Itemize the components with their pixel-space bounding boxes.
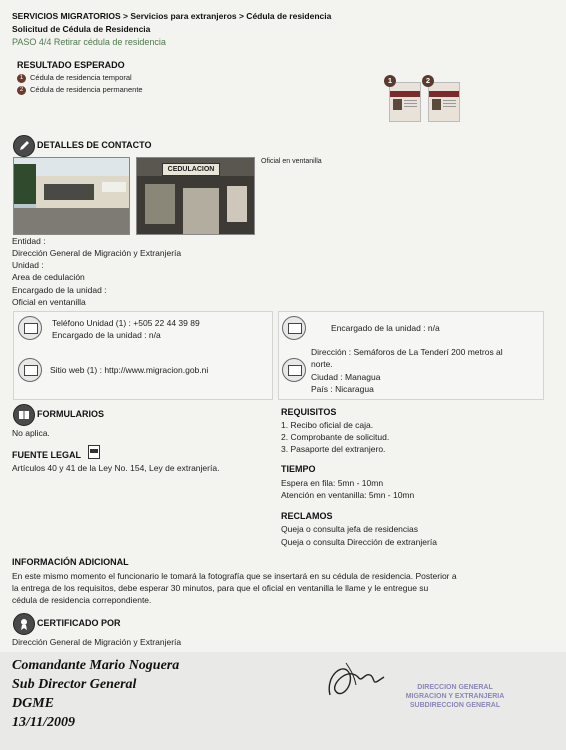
resultado-item <box>17 73 132 83</box>
formularios-value: No aplica. <box>12 428 50 438</box>
requisito-item: 2. Comprobante de solicitud. <box>281 432 390 442</box>
resultado-item-label: Cédula de residencia permanente <box>30 85 143 94</box>
cedulacion-sign: CEDULACION <box>162 163 220 176</box>
sitio-web-link[interactable]: Sitio web (1) : http://www.migracion.gob.ni <box>50 365 209 375</box>
telefono-unidad[interactable]: Teléfono Unidad (1) : +505 22 44 39 89 <box>52 318 200 328</box>
direccion: Dirección : Semáforos de La Tenderí 200 metros al <box>311 347 503 357</box>
cedulacion-office-photo <box>136 157 255 235</box>
phone-icon <box>18 316 42 340</box>
info-adicional-line: En este mismo momento el funcionario le tomará la fotografía que se insertará en su cédula de residencia. Posterior a <box>12 571 457 581</box>
handwritten-signature <box>320 655 395 710</box>
encargado-value: Oficial en ventanilla <box>12 297 86 307</box>
info-adicional-line: la entrega de los requisitos, debe esperar 30 minutos, para que el oficial en ventanilla le llame y le entregue su <box>12 583 429 593</box>
breadcrumb[interactable]: SERVICIOS MIGRATORIOS > Servicios para extranjeros > Cédula de residencia <box>12 11 332 21</box>
entidad-label: Entidad : <box>12 236 46 246</box>
info-adicional-title: INFORMACIÓN ADICIONAL <box>12 557 129 567</box>
info-adicional-line: cédula de residencia correpondiente. <box>12 595 152 605</box>
card-number-badge: 1 <box>384 75 396 87</box>
unidad-value: Area de cedulación <box>12 272 85 282</box>
step-indicator: PASO 4/4 Retirar cédula de residencia <box>12 37 166 47</box>
signature-date: 13/11/2009 <box>12 715 76 730</box>
fuente-legal-value: Artículos 40 y 41 de la Ley No. 154, Ley de extranjería. <box>12 463 220 473</box>
photo-caption: Oficial en ventanilla <box>261 158 322 165</box>
fax-encargado: Encargado de la unidad : n/a <box>331 323 440 333</box>
signer-name: Comandante Mario Noguera <box>12 658 180 673</box>
direccion-cont: norte. <box>311 359 333 369</box>
office-exterior-photo <box>13 157 130 235</box>
signer-title: Sub Director General <box>12 677 137 692</box>
contacto-title: DETALLES DE CONTACTO <box>37 140 152 150</box>
pencil-icon <box>13 135 35 157</box>
certificado-value: Dirección General de Migración y Extranjería <box>12 637 182 647</box>
computer-icon <box>18 358 42 382</box>
entidad-value: Dirección General de Migración y Extranjería <box>12 248 182 258</box>
address-icon <box>282 358 306 382</box>
stamp-line: SUBDIRECCION GENERAL <box>409 702 501 709</box>
telefono-encargado: Encargado de la unidad : n/a <box>52 330 161 340</box>
tiempo-item: Atención en ventanilla: 5mn - 10mn <box>281 490 415 500</box>
certificado-title: CERTIFICADO POR <box>37 618 121 628</box>
fax-icon <box>282 316 306 340</box>
book-icon <box>13 404 35 426</box>
cedula-temporal-image[interactable] <box>389 82 421 122</box>
resultado-item-label: Cédula de residencia temporal <box>30 73 132 82</box>
unidad-label: Unidad : <box>12 260 44 270</box>
signer-org: DGME <box>12 696 55 711</box>
fuente-legal-title: FUENTE LEGAL <box>12 450 81 460</box>
requisitos-title: REQUISITOS <box>281 407 337 417</box>
stamp-line: MIGRACION Y EXTRANJERIA <box>405 693 505 700</box>
tiempo-title: TIEMPO <box>281 464 316 474</box>
formularios-title: FORMULARIOS <box>37 409 104 419</box>
number-badge: 1 <box>17 74 26 83</box>
certificate-icon <box>13 613 35 635</box>
requisito-item: 1. Recibo oficial de caja. <box>281 420 374 430</box>
number-badge: 2 <box>17 86 26 95</box>
reclamo-link[interactable]: Queja o consulta Dirección de extranjería <box>281 537 437 547</box>
reclamos-title: RECLAMOS <box>281 511 333 521</box>
cedula-permanente-image[interactable] <box>428 82 460 122</box>
stamp-line: DIRECCION GENERAL <box>417 684 493 691</box>
page-subtitle: Solicitud de Cédula de Residencia <box>12 24 151 34</box>
pdf-icon[interactable] <box>88 445 100 459</box>
reclamo-link[interactable]: Queja o consulta jefa de residencias <box>281 524 419 534</box>
requisito-item: 3. Pasaporte del extranjero. <box>281 444 386 454</box>
resultado-title: RESULTADO ESPERADO <box>17 60 125 70</box>
tiempo-item: Espera en fila: 5mn - 10mn <box>281 478 384 488</box>
official-stamp <box>390 683 520 710</box>
pais: País : Nicaragua <box>311 384 374 394</box>
card-number-badge: 2 <box>422 75 434 87</box>
encargado-label: Encargado de la unidad : <box>12 285 107 295</box>
resultado-item <box>17 85 143 95</box>
ciudad: Ciudad : Managua <box>311 372 381 382</box>
